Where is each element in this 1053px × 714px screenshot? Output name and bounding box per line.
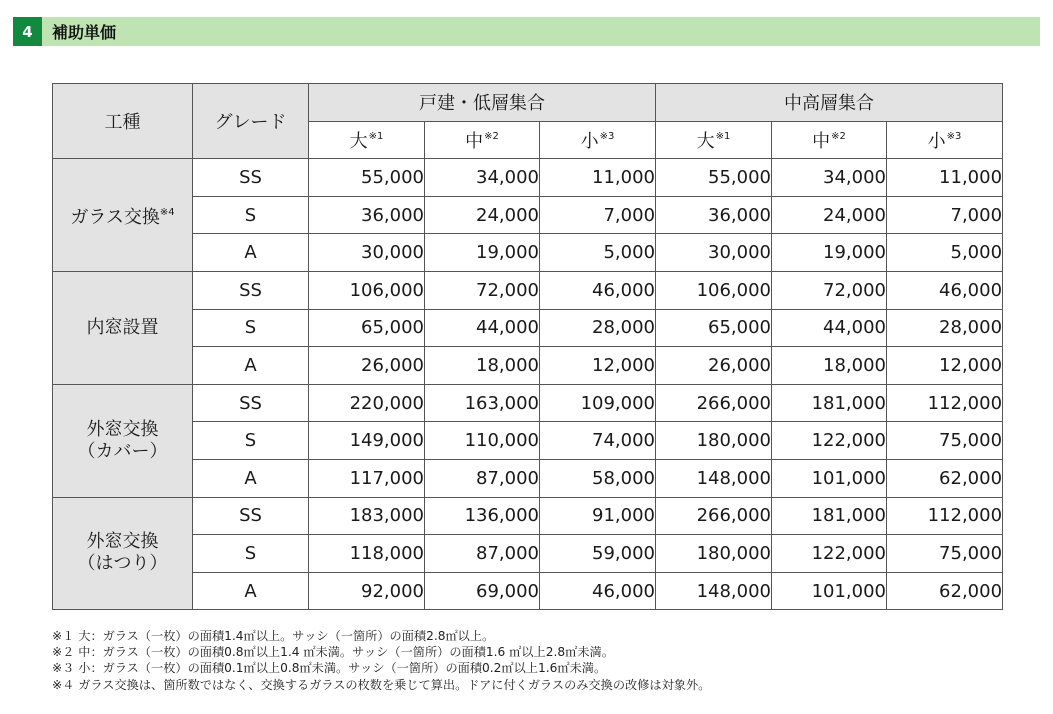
- table-row: [53, 497, 1003, 535]
- amount-cell: 266,000: [656, 497, 772, 535]
- table-row: [53, 347, 1003, 385]
- amount-cell: 18,000: [425, 347, 540, 385]
- amount-cell: 136,000: [425, 497, 540, 535]
- work-type-cell: [53, 271, 193, 384]
- table-row: [53, 572, 1003, 610]
- amount-cell: 19,000: [425, 234, 540, 272]
- amount-cell: 91,000: [540, 497, 656, 535]
- amount-cell: 46,000: [887, 271, 1003, 309]
- amount-cell: 7,000: [887, 196, 1003, 234]
- section-title: 補助単価: [52, 23, 117, 42]
- grade-cell: SS: [193, 271, 309, 309]
- amount-cell: 65,000: [309, 309, 425, 347]
- amount-cell: 62,000: [887, 572, 1003, 610]
- header-size: [887, 121, 1003, 159]
- amount-cell: 62,000: [887, 459, 1003, 497]
- table-row: [53, 309, 1003, 347]
- amount-cell: 72,000: [425, 271, 540, 309]
- section-number: 4: [13, 17, 42, 46]
- header-size: [309, 121, 425, 159]
- table-row: [53, 159, 1003, 197]
- amount-cell: 26,000: [656, 347, 772, 385]
- footnote: ※３ 小：ガラス（一枚）の面積0.1㎡以上0.8㎡未満。サッシ（一箇所）の面積0.2㎡以上1.6㎡未満。: [52, 661, 607, 676]
- size-label: 中: [812, 130, 831, 152]
- footnote: ※２ 中：ガラス（一枚）の面積0.8㎡以上1.4 ㎡未満。サッシ（一箇所）の面積1.6 ㎡以上2.8㎡未満。: [52, 645, 614, 660]
- amount-cell: 118,000: [309, 535, 425, 573]
- amount-cell: 87,000: [425, 459, 540, 497]
- amount-cell: 36,000: [656, 196, 772, 234]
- amount-cell: 183,000: [309, 497, 425, 535]
- footnote: ※１ 大：ガラス（一枚）の面積1.4㎡以上。サッシ（一箇所）の面積2.8㎡以上。: [52, 629, 495, 643]
- amount-cell: 101,000: [772, 459, 887, 497]
- amount-cell: 101,000: [772, 572, 887, 610]
- grade-cell: A: [193, 572, 309, 610]
- amount-cell: 75,000: [887, 535, 1003, 573]
- footnotes: [52, 628, 710, 693]
- amount-cell: 148,000: [656, 459, 772, 497]
- header-grade: グレード: [193, 84, 309, 159]
- amount-cell: 181,000: [772, 497, 887, 535]
- amount-cell: 30,000: [309, 234, 425, 272]
- amount-cell: 18,000: [772, 347, 887, 385]
- work-type-name: 内窓設置: [86, 316, 159, 338]
- size-label: 小: [580, 130, 599, 152]
- size-label: 中: [465, 130, 484, 152]
- amount-cell: 65,000: [656, 309, 772, 347]
- work-type-subname: （はつり）: [77, 553, 168, 575]
- amount-cell: 5,000: [887, 234, 1003, 272]
- work-footnote-mark: ※4: [159, 206, 175, 218]
- amount-cell: 36,000: [309, 196, 425, 234]
- amount-cell: 87,000: [425, 535, 540, 573]
- header-size: [656, 121, 772, 159]
- work-type-name: 外窓交換: [86, 531, 159, 553]
- grade-cell: S: [193, 535, 309, 573]
- amount-cell: 74,000: [540, 422, 656, 460]
- amount-cell: 69,000: [425, 572, 540, 610]
- table-row: [53, 422, 1003, 460]
- amount-cell: 122,000: [772, 535, 887, 573]
- section-header: [13, 17, 1040, 46]
- size-label: 小: [927, 130, 946, 152]
- amount-cell: 266,000: [656, 384, 772, 422]
- size-footnote-mark: ※1: [715, 130, 731, 142]
- header-group-detached: 戸建・低層集合: [309, 84, 656, 122]
- header-group-midrise: 中高層集合: [656, 84, 1003, 122]
- amount-cell: 117,000: [309, 459, 425, 497]
- work-type-cell: [53, 497, 193, 610]
- header-size: [425, 121, 540, 159]
- size-footnote-mark: ※1: [368, 130, 384, 142]
- amount-cell: 163,000: [425, 384, 540, 422]
- amount-cell: 44,000: [772, 309, 887, 347]
- amount-cell: 72,000: [772, 271, 887, 309]
- amount-cell: 7,000: [540, 196, 656, 234]
- size-footnote-mark: ※2: [831, 130, 846, 142]
- amount-cell: 92,000: [309, 572, 425, 610]
- work-type-subname: （カバー）: [77, 440, 168, 462]
- amount-cell: 34,000: [772, 159, 887, 197]
- amount-cell: 110,000: [425, 422, 540, 460]
- amount-cell: 24,000: [772, 196, 887, 234]
- amount-cell: 112,000: [887, 497, 1003, 535]
- grade-cell: SS: [193, 384, 309, 422]
- work-type-name: 外窓交換: [86, 418, 159, 440]
- amount-cell: 106,000: [656, 271, 772, 309]
- grade-cell: A: [193, 347, 309, 385]
- amount-cell: 55,000: [656, 159, 772, 197]
- amount-cell: 180,000: [656, 422, 772, 460]
- amount-cell: 11,000: [887, 159, 1003, 197]
- grade-cell: A: [193, 234, 309, 272]
- table-row: [53, 234, 1003, 272]
- header-size: [772, 121, 887, 159]
- amount-cell: 30,000: [656, 234, 772, 272]
- table-row: [53, 459, 1003, 497]
- amount-cell: 112,000: [887, 384, 1003, 422]
- amount-cell: 44,000: [425, 309, 540, 347]
- table-row: [53, 535, 1003, 573]
- work-type-cell: [53, 384, 193, 497]
- amount-cell: 28,000: [540, 309, 656, 347]
- amount-cell: 109,000: [540, 384, 656, 422]
- size-footnote-mark: ※2: [484, 130, 499, 142]
- subsidy-table: [52, 83, 1003, 610]
- amount-cell: 181,000: [772, 384, 887, 422]
- size-footnote-mark: ※3: [599, 130, 615, 142]
- header-work-type: 工種: [53, 84, 193, 159]
- grade-cell: SS: [193, 497, 309, 535]
- amount-cell: 28,000: [887, 309, 1003, 347]
- amount-cell: 75,000: [887, 422, 1003, 460]
- table-row: [53, 384, 1003, 422]
- amount-cell: 26,000: [309, 347, 425, 385]
- size-label: 大: [349, 130, 368, 152]
- size-label: 大: [696, 130, 715, 152]
- grade-cell: S: [193, 422, 309, 460]
- amount-cell: 59,000: [540, 535, 656, 573]
- amount-cell: 5,000: [540, 234, 656, 272]
- grade-cell: SS: [193, 159, 309, 197]
- grade-cell: A: [193, 459, 309, 497]
- work-type-name: ガラス交換: [70, 206, 160, 228]
- size-footnote-mark: ※3: [946, 130, 962, 142]
- amount-cell: 46,000: [540, 271, 656, 309]
- amount-cell: 24,000: [425, 196, 540, 234]
- grade-cell: S: [193, 196, 309, 234]
- table-row: [53, 271, 1003, 309]
- amount-cell: 12,000: [540, 347, 656, 385]
- footnote: ※４ ガラス交換は、箇所数ではなく、交換するガラスの枚数を乗じて算出。ドアに付くガラスのみ交換の改修は対象外。: [52, 677, 711, 692]
- amount-cell: 122,000: [772, 422, 887, 460]
- grade-cell: S: [193, 309, 309, 347]
- amount-cell: 34,000: [425, 159, 540, 197]
- amount-cell: 55,000: [309, 159, 425, 197]
- amount-cell: 19,000: [772, 234, 887, 272]
- header-size: [540, 121, 656, 159]
- amount-cell: 148,000: [656, 572, 772, 610]
- work-type-cell: [53, 159, 193, 272]
- amount-cell: 11,000: [540, 159, 656, 197]
- amount-cell: 106,000: [309, 271, 425, 309]
- amount-cell: 220,000: [309, 384, 425, 422]
- amount-cell: 12,000: [887, 347, 1003, 385]
- amount-cell: 149,000: [309, 422, 425, 460]
- amount-cell: 180,000: [656, 535, 772, 573]
- table-row: [53, 196, 1003, 234]
- amount-cell: 46,000: [540, 572, 656, 610]
- amount-cell: 58,000: [540, 459, 656, 497]
